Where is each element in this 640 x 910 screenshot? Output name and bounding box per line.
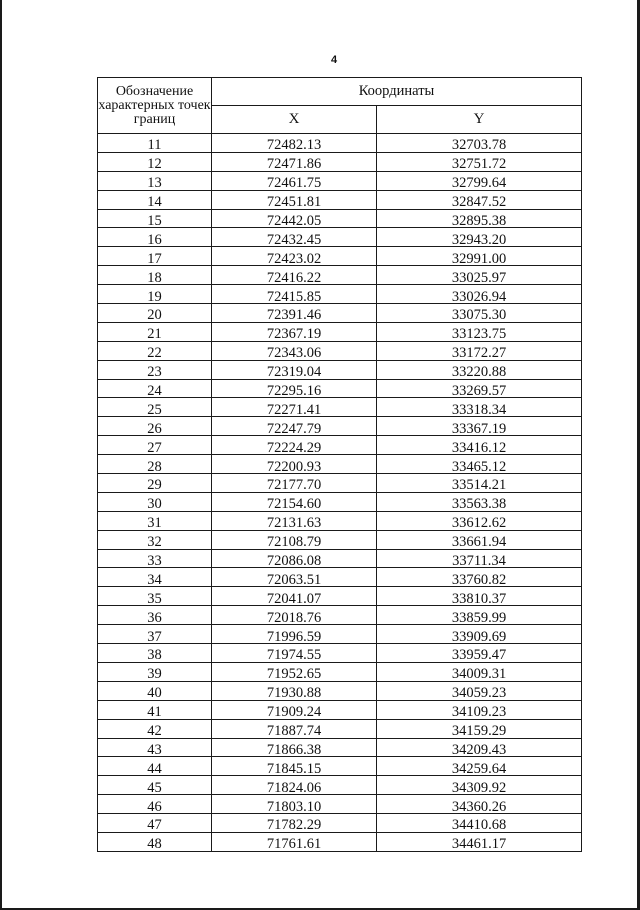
- x-coordinate-cell: [212, 795, 377, 814]
- table-row: [98, 700, 582, 719]
- point-number-cell-text: 47: [147, 817, 162, 834]
- x-coordinate-cell-text: 72295.16: [266, 382, 322, 399]
- y-coordinate-cell-text: 33859.99: [451, 609, 507, 626]
- y-coordinate-cell: [377, 681, 582, 700]
- y-coordinate-cell-text: 33172.27: [451, 345, 507, 362]
- y-coordinate-cell: [377, 360, 582, 379]
- x-coordinate-cell-text: 72367.19: [266, 326, 322, 343]
- point-number-cell: [98, 700, 212, 719]
- point-number-cell: [98, 360, 212, 379]
- table-row: [98, 625, 582, 644]
- table-row: [98, 304, 582, 323]
- point-number-cell: [98, 776, 212, 795]
- table-row: [98, 417, 582, 436]
- y-coordinate-cell-text: 34009.31: [451, 666, 507, 683]
- x-coordinate-cell-text: 72224.29: [266, 439, 322, 456]
- point-number-cell-text: 25: [147, 401, 162, 418]
- x-coordinate-cell-text: 72154.60: [266, 496, 322, 513]
- point-number-cell: [98, 417, 212, 436]
- table-row: [98, 228, 582, 247]
- point-number-cell-text: 27: [147, 439, 162, 456]
- x-coordinate-cell-text: 71845.15: [266, 760, 322, 777]
- x-coordinate-cell-text: 72200.93: [266, 458, 322, 475]
- x-coordinate-cell-text: 72482.13: [266, 137, 322, 154]
- point-number-cell-text: 42: [147, 723, 162, 739]
- x-coordinate-cell-text: 72432.45: [266, 231, 322, 248]
- x-coordinate-cell: [212, 398, 377, 417]
- point-number-cell: [98, 152, 212, 171]
- y-coordinate-cell-text: 33318.34: [451, 401, 507, 418]
- x-coordinate-cell-text: 72018.76: [266, 609, 322, 626]
- table-row: [98, 492, 582, 511]
- y-coordinate-cell: [377, 209, 582, 228]
- y-coordinate-cell-text: 32703.78: [451, 137, 507, 154]
- x-coordinate-cell-text: 72423.02: [266, 250, 322, 267]
- point-number-cell: [98, 341, 212, 360]
- y-coordinate-cell-text: 33367.19: [451, 420, 507, 437]
- x-coordinate-cell-text: 71761.61: [266, 836, 322, 853]
- x-coordinate-cell: [212, 247, 377, 266]
- y-coordinate-cell-text: 33123.75: [451, 326, 507, 343]
- x-coordinate-cell: [212, 587, 377, 606]
- point-number-cell: [98, 322, 212, 341]
- x-coordinate-cell-text: 71866.38: [266, 741, 322, 758]
- point-number-cell: [98, 606, 212, 625]
- table-row: [98, 832, 582, 851]
- y-coordinate-cell: [377, 776, 582, 795]
- point-number-cell-text: 16: [147, 231, 162, 248]
- point-number-cell-text: 39: [147, 666, 162, 683]
- x-coordinate-cell: [212, 700, 377, 719]
- x-coordinate-cell: [212, 304, 377, 323]
- point-number-cell: [98, 587, 212, 606]
- y-coordinate-cell: [377, 719, 582, 738]
- y-coordinate-cell: [377, 832, 582, 851]
- point-number-cell-text: 36: [147, 609, 162, 626]
- y-coordinate-cell: [377, 662, 582, 681]
- y-coordinate-cell-text: 33514.21: [451, 477, 507, 494]
- table-row: [98, 171, 582, 190]
- x-coordinate-cell-text: 71909.24: [266, 704, 322, 721]
- point-number-cell: [98, 190, 212, 209]
- table-row: [98, 152, 582, 171]
- coordinates-table: [97, 77, 582, 852]
- table-row: [98, 587, 582, 606]
- point-number-cell: [98, 757, 212, 776]
- y-coordinate-cell: [377, 134, 582, 153]
- x-coordinate-cell: [212, 606, 377, 625]
- point-number-cell-text: 14: [147, 194, 162, 211]
- x-coordinate-cell: [212, 568, 377, 587]
- point-number-cell: [98, 511, 212, 530]
- x-coordinate-cell-text: 72063.51: [266, 571, 322, 588]
- x-coordinate-cell-text: 72108.79: [266, 534, 322, 551]
- y-coordinate-cell-text: 33909.69: [451, 628, 507, 645]
- x-coordinate-cell: [212, 757, 377, 776]
- y-coordinate-cell-text: 33959.47: [451, 647, 507, 664]
- point-number-cell: [98, 681, 212, 700]
- point-number-cell: [98, 266, 212, 285]
- y-coordinate-cell: [377, 568, 582, 587]
- table-row: [98, 379, 582, 398]
- y-coordinate-cell: [377, 455, 582, 474]
- point-number-cell-text: 24: [147, 382, 162, 399]
- point-number-cell-text: 34: [147, 571, 162, 588]
- x-coordinate-cell: [212, 492, 377, 511]
- x-coordinate-cell-text: 71824.06: [266, 779, 322, 796]
- y-coordinate-cell-text: 34159.29: [451, 723, 507, 739]
- point-number-cell: [98, 832, 212, 851]
- point-number-cell-text: 32: [147, 534, 162, 551]
- x-coordinate-cell: [212, 625, 377, 644]
- x-coordinate-cell-text: 72177.70: [266, 477, 322, 494]
- y-coordinate-cell-text: 33416.12: [451, 439, 507, 456]
- y-coordinate-cell-text: 32847.52: [451, 194, 507, 211]
- y-coordinate-cell-text: 33025.97: [451, 269, 507, 286]
- y-coordinate-cell: [377, 228, 582, 247]
- table-row: [98, 134, 582, 153]
- point-number-cell-text: 18: [147, 269, 162, 286]
- table-row: [98, 341, 582, 360]
- x-coordinate-cell: [212, 644, 377, 663]
- y-coordinate-cell: [377, 795, 582, 814]
- point-number-cell-text: 35: [147, 590, 162, 607]
- y-coordinate-cell-text: 32895.38: [451, 212, 507, 229]
- point-number-cell: [98, 738, 212, 757]
- x-coordinate-cell: [212, 719, 377, 738]
- y-coordinate-cell-text: 33612.62: [451, 515, 507, 532]
- x-coordinate-cell-text: 71974.55: [266, 647, 322, 664]
- point-number-cell: [98, 455, 212, 474]
- y-coordinate-cell: [377, 322, 582, 341]
- point-number-cell: [98, 530, 212, 549]
- x-coordinate-cell-text: 72247.79: [266, 420, 322, 437]
- x-coordinate-cell: [212, 662, 377, 681]
- y-coordinate-cell: [377, 379, 582, 398]
- scan-border-left: [0, 0, 2, 910]
- x-coordinate-cell-text: 72451.81: [266, 194, 322, 211]
- table-row: [98, 455, 582, 474]
- x-coordinate-cell: [212, 171, 377, 190]
- x-coordinate-cell-text: 71782.29: [266, 817, 322, 834]
- point-number-cell: [98, 304, 212, 323]
- y-coordinate-cell: [377, 530, 582, 549]
- point-number-cell: [98, 436, 212, 455]
- y-coordinate-cell-text: 33220.88: [451, 364, 507, 381]
- y-coordinate-cell-text: 34461.17: [451, 836, 507, 853]
- x-coordinate-cell: [212, 455, 377, 474]
- table-row: [98, 719, 582, 738]
- y-coordinate-cell: [377, 341, 582, 360]
- point-number-cell-text: 43: [147, 741, 162, 758]
- point-number-cell-text: 11: [147, 137, 162, 154]
- point-number-cell-text: 33: [147, 552, 162, 569]
- y-column-header: Y: [377, 106, 582, 134]
- table-row: [98, 757, 582, 776]
- table-row: [98, 285, 582, 304]
- point-number-cell: [98, 247, 212, 266]
- x-coordinate-cell: [212, 341, 377, 360]
- x-coordinate-cell-text: 72271.41: [266, 401, 322, 418]
- point-number-cell-text: 20: [147, 307, 162, 324]
- x-coordinate-cell-text: 72416.22: [266, 269, 322, 286]
- table-row: [98, 360, 582, 379]
- point-number-cell-text: 41: [147, 704, 162, 721]
- y-coordinate-cell: [377, 171, 582, 190]
- x-coordinate-cell: [212, 209, 377, 228]
- point-number-cell-text: 40: [147, 685, 162, 702]
- y-coordinate-cell-text: 34209.43: [451, 741, 507, 758]
- point-number-cell: [98, 209, 212, 228]
- table-row: [98, 662, 582, 681]
- x-coordinate-cell-text: 72471.86: [266, 156, 322, 173]
- point-number-cell: [98, 492, 212, 511]
- y-coordinate-cell-text: 33711.34: [452, 552, 506, 569]
- table-row: [98, 606, 582, 625]
- point-number-cell: [98, 549, 212, 568]
- point-number-cell-text: 28: [147, 458, 162, 475]
- x-coordinate-cell: [212, 228, 377, 247]
- x-coordinate-cell-text: 71952.65: [266, 666, 322, 683]
- x-coordinate-cell-text: 72131.63: [266, 515, 322, 532]
- table-row: [98, 266, 582, 285]
- x-coordinate-cell: [212, 266, 377, 285]
- y-coordinate-cell-text: 34360.26: [451, 798, 507, 815]
- y-coordinate-cell-text: 34259.64: [451, 760, 507, 777]
- table-row: [98, 322, 582, 341]
- table-row: [98, 530, 582, 549]
- y-coordinate-cell-text: 33026.94: [451, 288, 507, 305]
- point-number-cell: [98, 171, 212, 190]
- header-row-1: [98, 78, 582, 106]
- table-header: [98, 78, 582, 134]
- x-coordinate-cell-text: 72461.75: [266, 175, 322, 192]
- y-coordinate-cell-text: 33075.30: [451, 307, 507, 324]
- table-row: [98, 247, 582, 266]
- y-coordinate-cell: [377, 738, 582, 757]
- point-number-cell-text: 44: [147, 760, 162, 777]
- table-row: [98, 795, 582, 814]
- y-coordinate-cell: [377, 285, 582, 304]
- point-number-cell-text: 37: [147, 628, 162, 645]
- x-coordinate-cell: [212, 738, 377, 757]
- table-row: [98, 814, 582, 833]
- x-column-header: X: [212, 106, 377, 134]
- x-coordinate-cell-text: 72442.05: [266, 212, 322, 229]
- point-number-cell-text: 13: [147, 175, 162, 192]
- y-coordinate-cell: [377, 549, 582, 568]
- x-coordinate-cell-text: 72319.04: [266, 364, 322, 381]
- y-coordinate-cell: [377, 436, 582, 455]
- x-coordinate-cell: [212, 832, 377, 851]
- y-coordinate-cell: [377, 757, 582, 776]
- y-coordinate-cell-text: 33465.12: [451, 458, 507, 475]
- point-number-cell-text: 21: [147, 326, 162, 343]
- y-coordinate-cell: [377, 417, 582, 436]
- y-coordinate-cell: [377, 511, 582, 530]
- y-coordinate-cell: [377, 606, 582, 625]
- y-coordinate-cell: [377, 190, 582, 209]
- point-number-cell-text: 17: [147, 250, 162, 267]
- x-coordinate-cell-text: 71930.88: [266, 685, 322, 702]
- x-coordinate-cell: [212, 511, 377, 530]
- x-coordinate-cell-text: 72343.06: [266, 345, 322, 362]
- y-coordinate-cell-text: 34059.23: [451, 685, 507, 702]
- x-coordinate-cell: [212, 322, 377, 341]
- point-number-cell-text: 12: [147, 156, 162, 173]
- point-number-cell-text: 23: [147, 364, 162, 381]
- y-coordinate-cell: [377, 814, 582, 833]
- point-number-cell: [98, 625, 212, 644]
- point-number-cell-text: 31: [147, 515, 162, 532]
- x-coordinate-cell: [212, 417, 377, 436]
- y-coordinate-cell-text: 33760.82: [451, 571, 507, 588]
- point-number-cell: [98, 719, 212, 738]
- x-coordinate-cell: [212, 474, 377, 493]
- point-number-cell-text: 29: [147, 477, 162, 494]
- point-number-cell-text: 15: [147, 212, 162, 229]
- y-coordinate-cell-text: 33269.57: [451, 382, 507, 399]
- y-coordinate-cell: [377, 492, 582, 511]
- table-row: [98, 209, 582, 228]
- y-coordinate-cell: [377, 266, 582, 285]
- x-coordinate-cell-text: 71803.10: [266, 798, 322, 815]
- x-coordinate-cell: [212, 134, 377, 153]
- point-number-cell: [98, 285, 212, 304]
- table-row: [98, 474, 582, 493]
- y-coordinate-cell-text: 32991.00: [451, 250, 507, 267]
- y-coordinate-cell-text: 34309.92: [451, 779, 507, 796]
- point-number-cell: [98, 662, 212, 681]
- table-row: [98, 681, 582, 700]
- point-number-cell-text: 48: [147, 836, 162, 853]
- x-coordinate-cell-text: 72041.07: [266, 590, 322, 607]
- x-coordinate-cell-text: 71887.74: [266, 723, 322, 739]
- y-coordinate-cell: [377, 625, 582, 644]
- point-number-cell: [98, 379, 212, 398]
- coordinates-header: Координаты: [212, 78, 582, 106]
- table-row: [98, 398, 582, 417]
- x-coordinate-cell: [212, 549, 377, 568]
- x-coordinate-cell-text: 72391.46: [266, 307, 322, 324]
- table-body: [98, 134, 582, 852]
- x-coordinate-cell: [212, 379, 377, 398]
- point-number-cell: [98, 568, 212, 587]
- y-coordinate-cell: [377, 398, 582, 417]
- point-number-cell-text: 19: [147, 288, 162, 305]
- x-coordinate-cell: [212, 285, 377, 304]
- x-coordinate-cell: [212, 814, 377, 833]
- x-coordinate-cell-text: 72415.85: [266, 288, 322, 305]
- y-coordinate-cell-text: 32751.72: [451, 156, 507, 173]
- table-row: [98, 511, 582, 530]
- page-number: 4: [330, 54, 338, 66]
- y-coordinate-cell-text: 32943.20: [451, 231, 507, 248]
- y-coordinate-cell: [377, 474, 582, 493]
- point-number-cell-text: 22: [147, 345, 162, 362]
- y-coordinate-cell-text: 33810.37: [451, 590, 507, 607]
- x-coordinate-cell: [212, 776, 377, 795]
- x-coordinate-cell-text: 71996.59: [266, 628, 322, 645]
- y-coordinate-cell-text: 34109.23: [451, 704, 507, 721]
- table-row: [98, 776, 582, 795]
- x-coordinate-cell: [212, 530, 377, 549]
- point-number-cell: [98, 795, 212, 814]
- table-row: [98, 644, 582, 663]
- y-coordinate-cell-text: 33661.94: [451, 534, 507, 551]
- x-coordinate-cell: [212, 436, 377, 455]
- y-coordinate-cell-text: 34410.68: [451, 817, 507, 834]
- point-number-cell: [98, 134, 212, 153]
- y-coordinate-cell: [377, 587, 582, 606]
- point-number-cell: [98, 398, 212, 417]
- point-number-cell: [98, 474, 212, 493]
- table-row: [98, 190, 582, 209]
- y-coordinate-cell-text: 32799.64: [451, 175, 507, 192]
- y-coordinate-cell: [377, 247, 582, 266]
- x-coordinate-cell: [212, 152, 377, 171]
- table-row: [98, 738, 582, 757]
- point-number-cell-text: 38: [147, 647, 162, 664]
- point-number-cell-text: 30: [147, 496, 162, 513]
- point-number-cell-text: 45: [147, 779, 162, 796]
- table-row: [98, 549, 582, 568]
- x-coordinate-cell: [212, 190, 377, 209]
- point-number-cell-text: 26: [147, 420, 162, 437]
- x-coordinate-cell: [212, 681, 377, 700]
- point-label-header: Обозначение характерных точек границ: [98, 78, 212, 134]
- y-coordinate-cell: [377, 700, 582, 719]
- point-number-cell: [98, 644, 212, 663]
- y-coordinate-cell: [377, 152, 582, 171]
- x-coordinate-cell: [212, 360, 377, 379]
- y-coordinate-cell-text: 33563.38: [451, 496, 507, 513]
- y-coordinate-cell: [377, 304, 582, 323]
- table-row: [98, 436, 582, 455]
- y-coordinate-cell: [377, 644, 582, 663]
- x-coordinate-cell-text: 72086.08: [266, 552, 322, 569]
- point-number-cell: [98, 814, 212, 833]
- point-number-cell-text: 46: [147, 798, 162, 815]
- point-number-cell: [98, 228, 212, 247]
- table-row: [98, 568, 582, 587]
